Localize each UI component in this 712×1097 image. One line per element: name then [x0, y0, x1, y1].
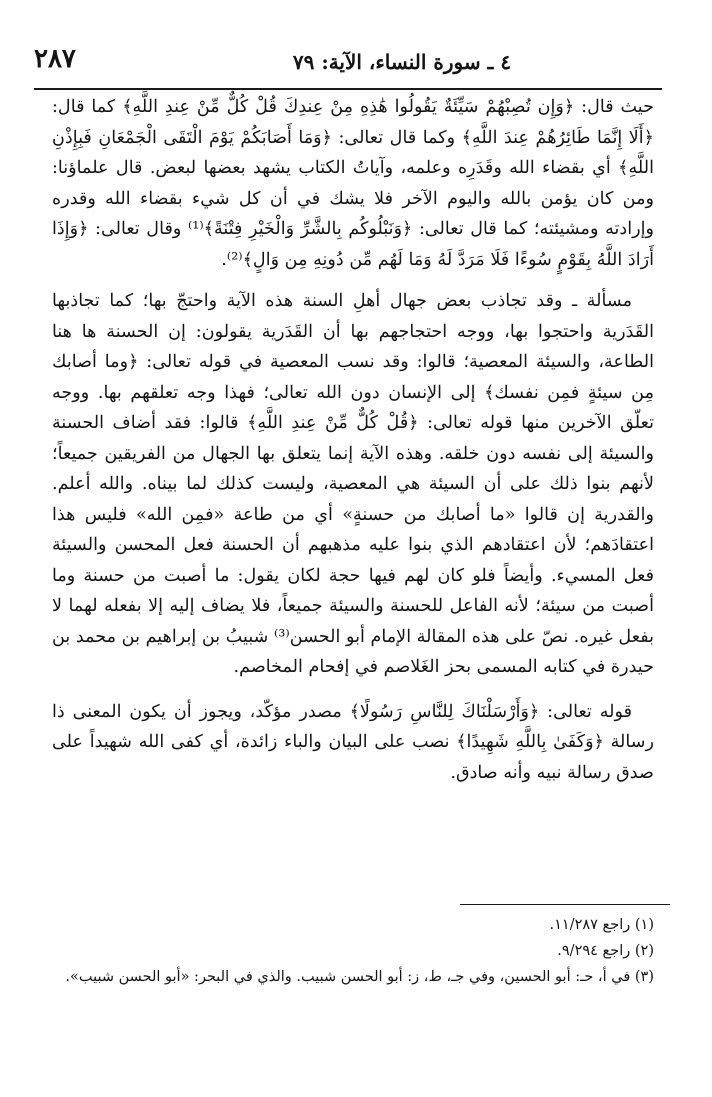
paragraph: مسألة ـ وقد تجاذب بعض جهال أهلِ السنة هذه الآية واحتجّ بها؛ كما تجاذبها القَدَرية واحتجوا بها، ووجه احتجاجهم بها أن القَدَرية يقولون: إن الحسنة ها هنا الطاعة، والسيئة المعصية؛ قالوا: وقد نسب المعصية في قوله تعالى: ﴿وما أصابك مِن سيئةٍ فمِن نفسك﴾ إلى الإنسان دون الله تعالى؛ فهذا وجه تعلقهم بها. ووجه تعلّق الآخرين منها قوله تعالى: ﴿قُلْ كُلٌّ مِّنْ عِندِ اللَّهِ﴾ قالوا: فقد أضاف الحسنة والسيئة إلى نفسه دون خلقه. وهذه الآية إنما يتعلق بها الجهال من الفريقين جميعاً؛ لأنهم بنوا ذلك على أن السيئة هي المعصية، وليست كذلك لما بيناه. والله أعلم. والقدرية إن قالوا «ما أصابك من حسنةٍ» أي من طاعة «فمِن الله» فليس هذا اعتقادَهم؛ لأن اعتقادهم الذي بنوا عليه مذهبهم أن الحسنة فعل المحسن والسيئة فعل المسيء. وأيضاً فلو كان لهم فيها حجة لكان يقول: ما أصبت من حسنة وما أصبت من سيئة؛ لأنه الفاعل للحسنة والسيئة جميعاً، فلا يضاف إليه إلا بفعله لهما لا بفعل غيره. نصّ على هذه المقالة الإمام أبو الحسن⁽³⁾ شبيبُ بن إبراهيم بن محمد بن حيدرة في كتابه المسمى بحز الغَلاصم في إفحام المخاصم. — [52, 291, 654, 677]
paragraph: حيث قال: ﴿وَإِن تُصِبْهُمْ سَيِّئَةٌ يَقُولُوا هَٰذِهِ مِنْ عِندِكَ قُلْ كُلٌّ مِّنْ عِندِ اللَّهِ﴾ كما قال: ﴿أَلَا إِنَّمَا طَائِرُهُمْ عِندَ اللَّهِ﴾ وكما قال تعالى: ﴿وَمَا أَصَابَكُمْ يَوْمَ الْتَقَى الْجَمْعَانِ فَبِإِذْنِ اللَّهِ﴾ أي بقضاء الله وقَدَرِه وعلمه، وآياتُ الكتاب يشهد بعضها لبعض. قال علماؤنا: ومن كان يؤمن بالله واليوم الآخر فلا يشك في أن كل شيء بقضاء الله وقدره وإرادته ومشيئته؛ كما قال تعالى: ﴿وَنَبْلُوكُم بِالشَّرِّ وَالْخَيْرِ فِتْنَةً﴾⁽¹⁾ وقال تعالى: ﴿وَإِذَا أَرَادَ اللَّهُ بِقَوْمٍ سُوءًا فَلَا مَرَدَّ لَهُ وَمَا لَهُم مِّن دُونِهِ مِن وَالٍ﴾⁽²⁾. — [52, 97, 655, 270]
footnote: (٣) في أ، حـ: أبو الحسين، وفي جـ، ط، ز: أبو الحسن شبيب. والذي في البحر: «أبو الحسن شبيب». — [65, 969, 654, 985]
page-number: ٢٨٧ — [34, 44, 76, 74]
footnote: (٢) راجع ٩/٢٩٤. — [557, 943, 654, 959]
footnotes — [52, 912, 654, 990]
page-header — [34, 44, 650, 86]
footnote-divider — [460, 904, 670, 905]
header-divider — [34, 88, 662, 90]
running-title: ٤ ـ سورة النساء، الآية: ٧٩ — [292, 50, 512, 74]
paragraph: قوله تعالى: ﴿وَأَرْسَلْنَاكَ لِلنَّاسِ رَسُولًا﴾ مصدر مؤكّد، ويجوز أن يكون المعنى ذا رسالة ﴿وَكَفَىٰ بِاللَّهِ شَهِيدًا﴾ نصب على البيان والباء زائدة، أي كفى الله شهيداً على صدق رسالة نبيه وأنه صادق. — [52, 701, 654, 783]
footnote: (١) راجع ١١/٢٨٧. — [549, 917, 654, 933]
main-text — [52, 92, 654, 788]
